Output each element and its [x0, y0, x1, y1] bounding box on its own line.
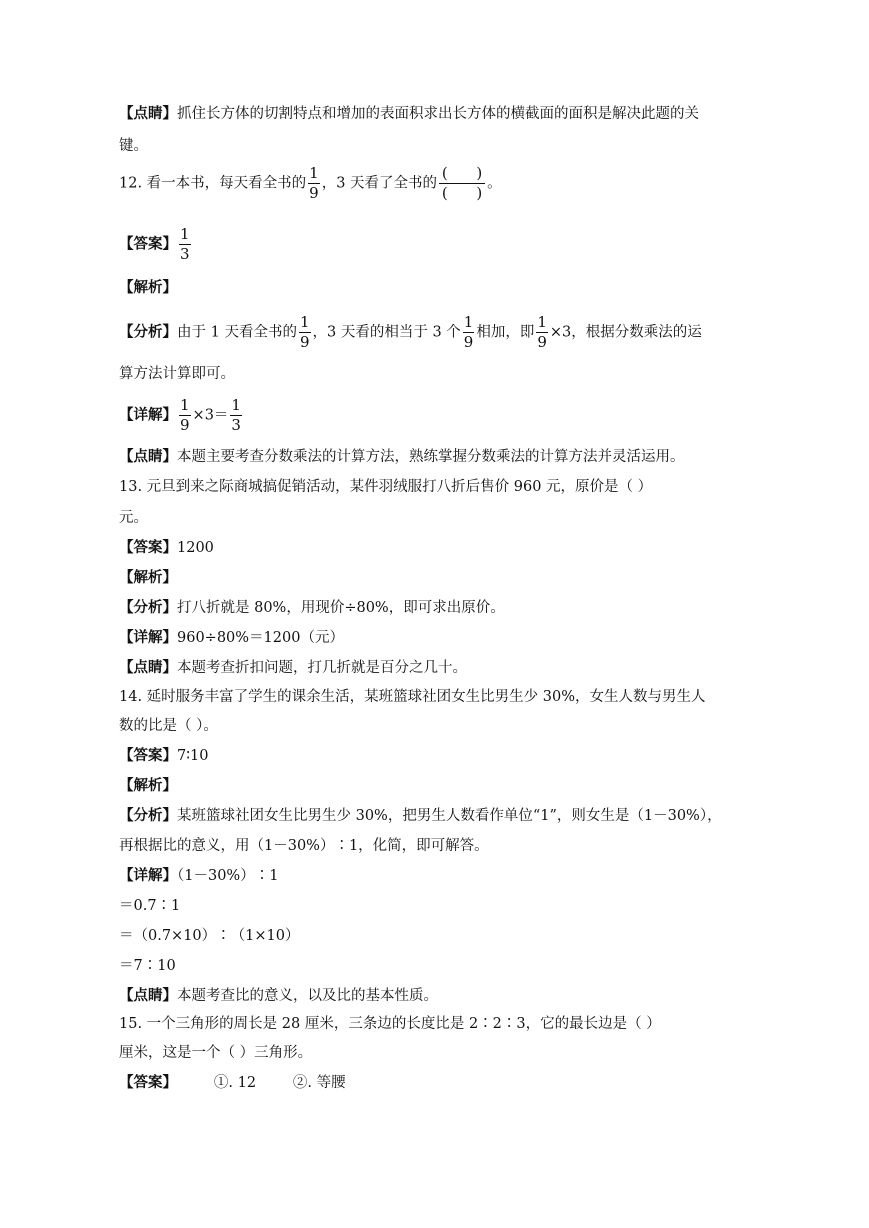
q14-stem-line2: 数的比是（ ）。: [119, 718, 218, 734]
q12-stem-a: 12. 看一本书，每天看全书的: [119, 175, 307, 192]
q14-answer-value: 7∶10: [177, 748, 209, 764]
q12-xiangjie-frac-2: $\frac{1}{3}$: [231, 396, 241, 434]
q14-fenxi-line1: [119, 806, 722, 826]
q15-answer: [119, 1073, 346, 1093]
q12-xiangjie-mid: ×3＝: [192, 407, 229, 424]
q13-xiangjie-text: 960÷80%＝1200（元）: [177, 630, 344, 646]
q14-xiangjie-line4: ＝7∶10: [119, 958, 176, 974]
fenxi-label: 【分析】: [119, 807, 177, 824]
q12-fraction-one-ninth: $\frac{1}{9}$: [309, 164, 319, 202]
q13-answer: [119, 538, 214, 558]
q12-fenxi-c: 相加，即: [476, 324, 535, 341]
q15-answer-value: ①. 12 ②. 等腰: [177, 1075, 346, 1091]
q12-answer: [119, 227, 193, 262]
q15-stem-line1: 15. 一个三角形的周长是 28 厘米，三条边的长度比是 2∶2∶3，它的最长边是（ ）: [119, 1016, 661, 1032]
xiangjie-label: 【详解】: [119, 629, 177, 646]
dianjing-label: 【点睛】: [119, 448, 177, 465]
q12-fenxi-line2: 算方法计算即可。: [119, 366, 235, 382]
q12-fenxi-b: ，3 天看的相当于 3 个: [312, 324, 461, 341]
q13-fenxi-text: 打八折就是 80%，用现价÷80%，即可求出原价。: [177, 600, 505, 616]
dianjing-text: 抓住长方体的切割特点和增加的表面积求出长方体的横截面的面积是解决此题的关: [177, 106, 699, 122]
q14-xiangjie-line1: [119, 866, 278, 886]
q12-fenxi-d: ×3，根据分数乘法的运: [549, 324, 702, 341]
q12-answer-fraction: $\frac{1}{3}$: [180, 225, 190, 263]
q12-dianjing: [119, 447, 685, 467]
q12-fenxi-frac-2: $\frac{1}{9}$: [463, 313, 474, 351]
answer-label: 【答案】: [119, 1074, 177, 1091]
xiangjie-label: 【详解】: [119, 867, 177, 884]
q15-stem-line2: 厘米，这是一个（ ）三角形。: [119, 1045, 313, 1061]
answer-label: 【答案】: [119, 539, 177, 556]
q14-xiangjie-line2: ＝0.7∶1: [119, 898, 181, 914]
q12-xiangjie-frac-1: $\frac{1}{9}$: [180, 396, 190, 434]
q13-stem-line2: 元。: [119, 510, 148, 526]
fenxi-label: 【分析】: [119, 323, 177, 341]
q14-dianjing: [119, 986, 438, 1006]
q13-xiangjie: [119, 628, 344, 648]
q12-xiangjie: [119, 398, 244, 433]
q13-fenxi: [119, 598, 505, 618]
answer-label: 【答案】: [119, 747, 177, 764]
q12-analysis-label: 【解析】: [119, 279, 177, 296]
q14-xiangjie-line3: ＝（0.7×10）∶（1×10）: [119, 928, 300, 944]
xiangjie-label: 【详解】: [119, 406, 177, 424]
q12-answer-blank[interactable]: $\frac{( )}{( )}$: [439, 166, 485, 201]
q14-xiangjie-text: （1－30%）∶1: [177, 868, 279, 884]
q14-fenxi-text: 某班篮球社团女生比男生少 30%，把男生人数看作单位“1”，则女生是（1－30%），: [177, 808, 722, 824]
fenxi-label: 【分析】: [119, 599, 177, 616]
q12-stem: [119, 166, 502, 201]
q12-fenxi-a: 由于 1 天看全书的: [177, 324, 297, 341]
q12-fenxi-line1: [119, 315, 702, 350]
dianjing-label: 【点睛】: [119, 987, 177, 1004]
q14-answer: [119, 746, 208, 766]
q13-analysis-label: 【解析】: [119, 569, 177, 586]
q12-dianjing-text: 本题主要考查分数乘法的计算方法，熟练掌握分数乘法的计算方法并灵活运用。: [177, 449, 685, 465]
dianjing-label: 【点睛】: [119, 105, 177, 122]
dianjing-label: 【点睛】: [119, 659, 177, 676]
q13-stem-line1: 13. 元旦到来之际商城搞促销活动，某件羽绒服打八折后售价 960 元，原价是（ ）: [119, 479, 653, 495]
q13-dianjing: [119, 658, 467, 678]
q12-fenxi-frac-1: $\frac{1}{9}$: [299, 313, 310, 351]
q11-dianjing-line1: [119, 104, 699, 124]
q13-answer-value: 1200: [177, 540, 214, 556]
q12-stem-c: 。: [487, 175, 502, 192]
q14-fenxi-line2: 再根据比的意义，用（1－30%）∶1，化简，即可解答。: [119, 838, 489, 854]
q12-stem-b: ，3 天看了全书的: [321, 175, 438, 192]
q13-dianjing-text: 本题考查折扣问题，打几折就是百分之几十。: [177, 660, 467, 676]
q12-fenxi-frac-3: $\frac{1}{9}$: [537, 313, 547, 351]
q14-stem-line1: 14. 延时服务丰富了学生的课余生活，某班篮球社团女生比男生少 30%，女生人数与男生人: [119, 689, 706, 705]
q11-dianjing-line2: 键。: [119, 138, 148, 154]
q14-analysis-label: 【解析】: [119, 777, 177, 794]
q14-dianjing-text: 本题考查比的意义，以及比的基本性质。: [177, 988, 438, 1004]
answer-label: 【答案】: [119, 235, 177, 253]
